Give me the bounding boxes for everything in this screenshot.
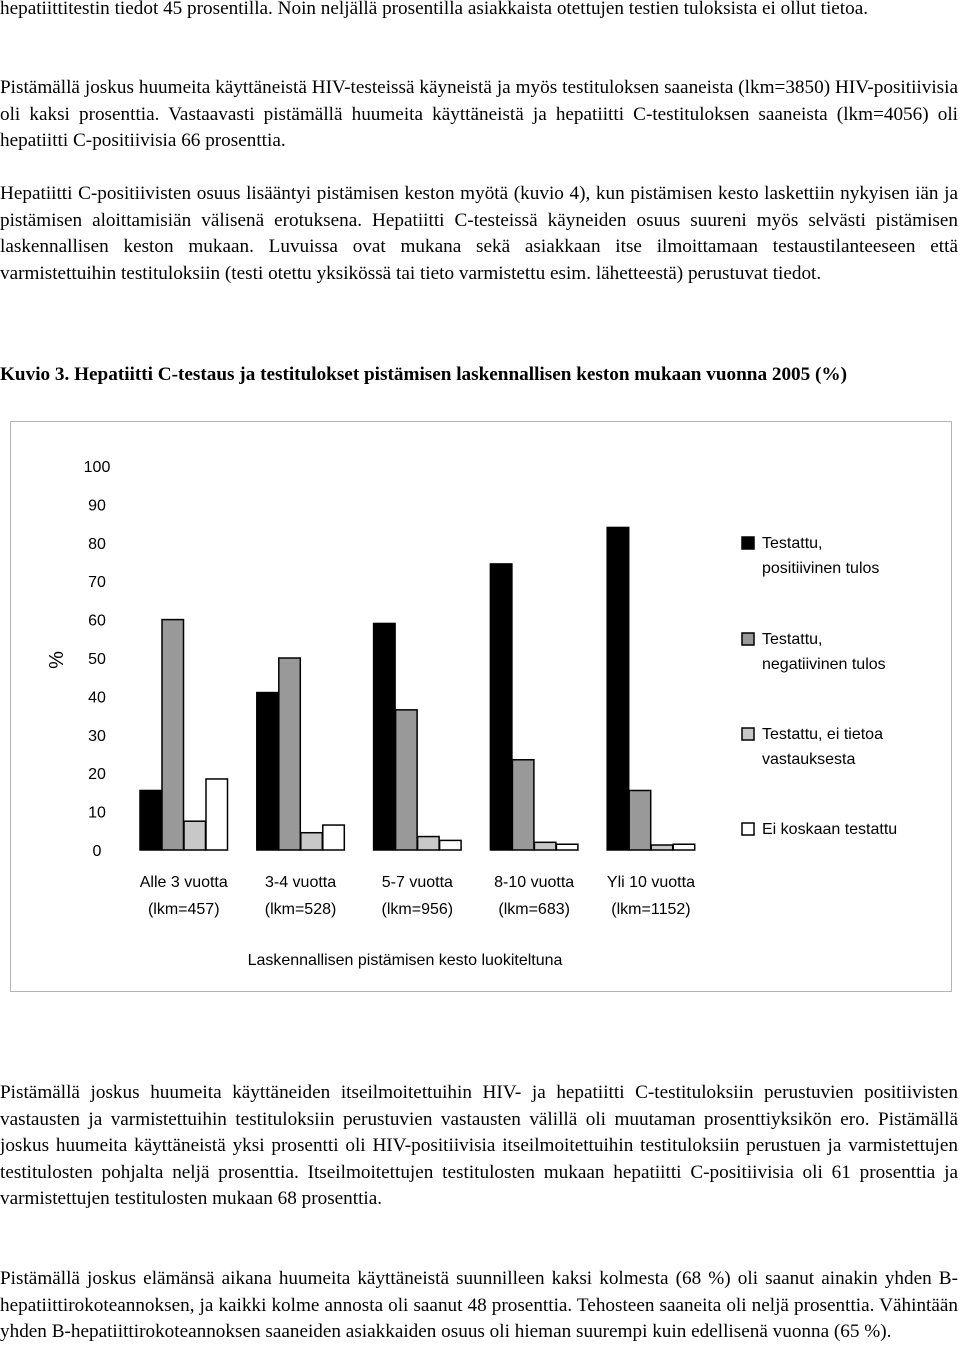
legend-label-1-0: Testattu, [762, 631, 823, 648]
figure-label: Kuvio 3. [0, 364, 70, 385]
y-axis-title: % [46, 651, 68, 669]
x-tick-label-4-0: Yli 10 vuotta [606, 874, 695, 891]
bar-series-1-cat-3 [512, 760, 534, 850]
paragraph-self-reported-results: Pistämällä joskus huumeita käyttäneiden itseilmoitettuihin HIV- ja hepatiitti C-testituloksiin perustuvien positiivisten vastausten ja varmistettuihin testituloksiin perustuvien vastausten välillä oli muutaman prosenttiyksikön ero. Pistämällä joskus huumeita käyttäneistä yksi prosentti oli HIV-positiivisia itseilmoitettuihin testituloksiin perustuen ja varmistettujen testitulosten pohjalta neljä prosenttia. Itseilmoitettujen testitulosten mukaan hepatiitti C-positiivisia oli 61 prosenttia ja varmistettujen testitulosten mukaan 68 prosenttia. [0, 1082, 958, 1209]
x-axis-title: Laskennallisen pistämisen kesto luokiteltuna [247, 952, 563, 969]
x-tick-label-0-0: Alle 3 vuotta [139, 874, 228, 891]
y-tick-label-2: 20 [88, 766, 106, 784]
bar-series-1-cat-4 [629, 790, 651, 850]
bar-series-2-cat-0 [184, 821, 206, 850]
bar-series-0-cat-0 [140, 790, 162, 850]
x-tick-label-0-1: (lkm=457) [147, 901, 220, 918]
bar-series-2-cat-2 [418, 837, 440, 850]
bar-series-2-cat-4 [651, 845, 673, 850]
x-tick-label-3-0: 8-10 vuotta [494, 874, 575, 891]
legend-swatch-1 [742, 633, 754, 645]
figure-title: Hepatiitti C-testaus ja testitulokset pistämisen laskennallisen keston mukaan vuonna 2005 (%) [74, 364, 848, 385]
legend-label-1-1: negatiivinen tulos [762, 656, 886, 673]
paragraph-intro: hepatiittitestin tiedot 45 prosentilla. Noin neljällä prosentilla asiakkaista otettujen testien tuloksista ei ollut tietoa. [0, 0, 869, 19]
x-tick-label-1-0: 3-4 vuotta [264, 874, 337, 891]
legend-label-3-0: Ei koskaan testattu [762, 821, 898, 838]
y-tick-label-1: 10 [88, 804, 106, 822]
y-tick-label-9: 90 [88, 497, 106, 515]
paragraph-hepatitis-c-duration: Hepatiitti C-positiivisten osuus lisääntyi pistämisen keston myötä (kuvio 4), kun pistämisen kesto laskettiin nykyisen iän ja pistämisen aloittamisiän välisenä erotuksena. Hepatiitti C-testeissä käyneiden osuus suureni myös selvästi pistämisen laskennallisen keston mukaan. Luvuissa ovat mukana sekä asiakkaan itse ilmoittamaan testaustilanteeseen että varmistettuihin testituloksiin (testi otettu yksikössä tai tieto varmistettu esim. lähetteestä) perustuvat tiedot. [0, 183, 958, 284]
y-tick-label-5: 50 [88, 651, 106, 668]
bar-series-3-cat-3 [556, 844, 578, 850]
bar-series-1-cat-1 [279, 658, 301, 850]
legend-label-0-1: positiivinen tulos [762, 560, 880, 577]
bar-series-2-cat-1 [301, 833, 323, 850]
y-tick-label-6: 60 [88, 612, 106, 630]
paragraph-hepatitis-b-vaccination: Pistämällä joskus elämänsä aikana huumeita käyttäneistä suunnilleen kaksi kolmesta (68 %) oli saanut ainakin yhden B-hepatiittirokoteannoksen, ja kaikki kolme annosta oli saanut 48 prosenttia. Tehosteen saaneita oli neljä prosenttia. Vähintään yhden B-hepatiittirokoteannoksen saaneiden asiakkaiden osuus oli hieman suurempi kuin edellisenä vuonna (65 %). [0, 1268, 958, 1342]
x-tick-label-1-1: (lkm=528) [264, 901, 337, 918]
y-tick-label-10: 100 [83, 459, 111, 476]
legend-swatch-0 [742, 537, 754, 549]
paragraph-hiv-results: Pistämällä joskus huumeita käyttäneistä HIV-testeissä käyneistä ja myös testituloksen saaneista (lkm=3850) HIV-positiivisia oli kaksi prosenttia. Vastaavasti pistämällä huumeita käyttäneistä ja hepatiitti C-testituloksen saaneista (lkm=4056) oli hepatiitti C-positiivisia 66 prosenttia. [0, 77, 958, 151]
y-tick-label-8: 80 [88, 535, 106, 553]
x-tick-label-2-1: (lkm=956) [381, 901, 454, 918]
x-tick-label-3-1: (lkm=683) [498, 901, 570, 918]
bar-series-3-cat-1 [323, 825, 345, 850]
legend-swatch-2 [742, 728, 754, 740]
bar-series-3-cat-2 [440, 840, 462, 850]
y-tick-label-0: 0 [92, 843, 102, 860]
bar-series-3-cat-0 [206, 779, 228, 850]
bar-series-3-cat-4 [673, 844, 695, 850]
legend-label-0-0: Testattu, [762, 535, 823, 552]
y-tick-label-4: 40 [88, 689, 106, 707]
legend-label-2-0: Testattu, ei tietoa [762, 726, 883, 743]
bar-series-1-cat-2 [396, 710, 418, 850]
bar-series-0-cat-4 [607, 527, 629, 850]
y-tick-label-7: 70 [88, 574, 106, 592]
bar-series-0-cat-2 [374, 623, 396, 850]
y-tick-label-3: 30 [88, 727, 106, 745]
legend-label-2-1: vastauksesta [762, 751, 856, 768]
bar-series-1-cat-0 [162, 620, 184, 850]
x-tick-label-2-0: 5-7 vuotta [381, 874, 453, 891]
bar-series-0-cat-3 [490, 564, 512, 850]
legend-swatch-3 [742, 823, 754, 835]
x-tick-label-4-1: (lkm=1152) [611, 901, 691, 918]
bar-series-0-cat-1 [257, 693, 279, 850]
bar-series-2-cat-3 [534, 842, 556, 850]
